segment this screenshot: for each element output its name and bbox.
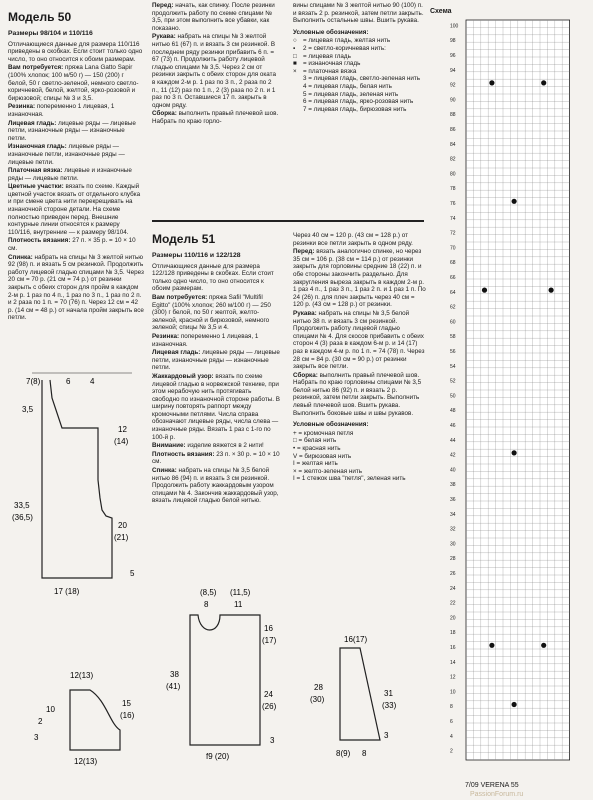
d51s-top: 16(17) <box>344 635 368 644</box>
scheme-title: Схема <box>430 8 452 15</box>
d50-left-1: 3,5 <box>22 405 34 414</box>
legend51-item: □ = белая нить <box>293 437 337 445</box>
chart-row-label: 6 <box>450 719 453 725</box>
d50-right-4: (21) <box>114 533 129 542</box>
chart-motif <box>549 288 554 293</box>
chart-row-label: 54 <box>450 363 456 370</box>
chart-motif <box>489 643 494 648</box>
model51-stockinette: Лицевая гладь: лицевые ряды — лицевые петли, изнаночные ряды — изнаночные петли. <box>152 349 280 372</box>
model51-front: Перед: вязать аналогично спинке, но через 35 см = 106 р. (38 см = 114 р.) от резинки закрыть для горловины средние 18 (22) п. и обе стороны закончить раздельно. Для закругления выреза закрыть в каждом 2-м р. 1 раз 4 п., 1 раз 3 п., 1 раз 2 п. и 1 раз 1 п. По 24 (26) п. для плеч закрыть через 40 см = 120 р. (43 см = 128 р.) от резинки. <box>293 248 426 309</box>
model51-title: Модель 51 <box>152 232 216 246</box>
model50-continued-2 <box>293 2 426 113</box>
chart-row-label: 20 <box>450 615 456 622</box>
model51-sizes: Размеры 110/116 и 122/128 <box>152 252 241 259</box>
model50-color: Цветные участки: вязать по схеме. Каждый цветной участок вязать от отдельного клубка и при смене цвета нити перекрещивать на изнаночной стороне детали. На схеме полностью приведен перед. Внешние контурные линии относятся к размеру 110/116, внутренние — к размеру 98/104. <box>8 183 141 236</box>
d50-top-1: 7(8) <box>26 377 41 386</box>
chart-row-label: 30 <box>450 541 456 548</box>
d50-top-2: 6 <box>66 377 71 386</box>
legend-symbol: ▪ <box>293 44 296 52</box>
legend50-item <box>293 37 426 45</box>
d51s-bottom-2: 8 <box>362 749 367 758</box>
legend51-item: I = желтая нить <box>293 460 338 468</box>
d50-top-3: 4 <box>90 377 95 386</box>
d51-top2-1: 8 <box>204 600 209 609</box>
d50s-right-1: 15 <box>122 699 131 708</box>
model51-sleeves: Рукава: набрать на спицы № 3,5 белой нитью 38 п. и вязать 3 см резинкой. Продолжить работу лицевой гладью спицами № 4. Для скосов прибавить с обеих сторон 4 (3) раза в каждом 6-м р. и 14 (17) раз в каждом 4-м р. по 1 п. = 74 (78) п. Через 28 см = 84 р. (30 см = 90 р.) от резинки закрыть все петли. <box>293 309 425 371</box>
model50-materials: Вам потребуется: пряжа Lana Gatto Sapir (100% хлопок; 100 м/50 г) — 150 (200) г белой, 50 г светло-зеленой, немного светло-коричневой, белой, желтой, ярко-розовой и бирюзовой; спицы № 3 и 3,5. <box>8 64 139 102</box>
model50-title: Модель 50 <box>8 10 72 24</box>
d50s-bottom: 12(13) <box>74 757 98 766</box>
d51s-right-1: 31 <box>384 689 393 698</box>
legend-text: 2 = светло-коричневая нить: <box>303 44 386 52</box>
chart-row-label: 74 <box>450 215 456 222</box>
chart-row-label: 70 <box>450 245 456 252</box>
chart-row-label: 18 <box>450 630 456 637</box>
model50-density: Плотность вязания: 27 п. × 35 р. = 10 × 10 см. <box>8 237 136 253</box>
page-footer: 7/09 VERENA 55 <box>465 782 519 789</box>
chart-row-label: 72 <box>450 230 456 237</box>
chart-row-label: 4 <box>450 733 453 740</box>
chart-row-label: 32 <box>450 526 456 533</box>
d51-right-4: (26) <box>262 702 277 711</box>
model51-sleeve-diagram <box>300 630 440 770</box>
legend-symbol: × <box>293 67 297 75</box>
chart-row-label: 52 <box>450 378 456 385</box>
d51-top-1: (8,5) <box>200 588 217 597</box>
model51-density: Плотность вязания: 23 п. × 30 р. = 10 × 10 см. <box>152 450 280 466</box>
legend50-item <box>293 60 426 68</box>
chart-row-label: 48 <box>450 408 456 415</box>
d50s-left-1: 10 <box>46 705 55 714</box>
chart-row-label: 88 <box>450 112 456 119</box>
d51-right-3: 24 <box>264 690 273 699</box>
chart-row-label: 28 <box>450 556 456 563</box>
d50-right-1: 12 <box>118 425 127 434</box>
legend51-item: V = бирюзовая нить <box>293 452 352 460</box>
legend51-item: I = 1 стежок швa "петля", зеленая нить <box>293 475 406 483</box>
chart-motif <box>482 288 487 293</box>
model50-sizes: Размеры 98/104 и 110/116 <box>8 30 93 37</box>
d51s-right-3: 3 <box>384 731 389 740</box>
legend-text: 5 = лицевая гладь, зеленая нить <box>303 90 399 98</box>
chart-row-label: 42 <box>450 452 456 459</box>
d50s-top: 12(13) <box>70 671 94 680</box>
legend51-item: + = кромочная петля <box>293 429 354 437</box>
d51s-right-2: (33) <box>382 701 397 710</box>
model50-assembly-end: вины спицами № 3 желтой нитью 90 (100) п. и вязать 2 р. резинкой, затем петли закрыть. Выполнить остальные швы. Вшить рукава. <box>293 2 424 25</box>
legend50-item <box>293 53 426 61</box>
legend50-item <box>293 106 426 114</box>
chart-motif <box>512 199 517 204</box>
chart-motif <box>489 80 494 85</box>
chart-row-label: 24 <box>450 585 456 592</box>
chart-row-label: 2 <box>450 748 453 755</box>
legend-text: = изнаночная гладь <box>303 60 361 68</box>
legend-text: 7 = лицевая гладь, бирюзовая нить <box>303 105 407 113</box>
d50s-left-3: 3 <box>34 733 39 742</box>
model50-sleeve-diagram <box>10 660 140 770</box>
legend-symbol: ○ <box>293 37 297 45</box>
legend50-item <box>293 98 426 106</box>
chart-row-label: 40 <box>450 467 456 474</box>
model51-legend-title: Условные обозначения: <box>293 421 369 429</box>
chart-row-label: 94 <box>450 67 456 74</box>
watermark: PassionForum.ru <box>470 791 524 798</box>
chart-row-label: 100 <box>450 23 459 30</box>
model50-front: Перед: начать, как спинку. После резинки продолжить работу по схеме спицами № 3,5, при этом выполнить все убавки, как показано. <box>152 2 275 32</box>
chart-row-label: 22 <box>450 600 456 607</box>
chart-row-label: 64 <box>450 289 456 296</box>
d50-right-5: 5 <box>130 569 135 578</box>
chart-row-label: 50 <box>450 393 456 400</box>
model50-continued <box>152 2 280 127</box>
d51-left-2: (41) <box>166 682 181 691</box>
chart-motif <box>541 643 546 648</box>
chart-row-label: 84 <box>450 141 456 148</box>
d51-top2-2: 11 <box>234 600 243 609</box>
model50-sleeves: Рукава: набрать на спицы № 3 желтой нитью 61 (67) п. и вязать 3 см резинкой. В последнем ряду резинки прибавить 6 п. = 67 (73) п. Продолжить работу лицевой гладью спицами № 3,5. Через 2 см от резинки закрыть с обеих сторон для оката в каждом 2-м р. 1 раз по 3 п., 2 раза по 2 п., 11 (12) раз по 1 п., 2 (3) раза по 2 п. и 1 раз по 3 п. Оставшиеся 17 п. закрыть в одном ряду. <box>152 33 276 109</box>
model50-assembly: Сборка: выполнить правый плечевой шов. Набрать по краю горло- <box>152 110 279 125</box>
legend51-item: × = желто-зеленая нить <box>293 467 363 475</box>
d51-left-1: 38 <box>170 670 179 679</box>
chart-motif <box>512 702 517 707</box>
chart-row-label: 44 <box>450 437 456 444</box>
legend-text: 4 = лицевая гладь, белая нить <box>303 82 392 90</box>
chart-row-label: 12 <box>450 674 456 681</box>
model50-legend-title: Условные обозначения: <box>293 28 369 36</box>
d51s-left-1: 28 <box>314 683 323 692</box>
d51-top-2: (11,5) <box>230 588 251 597</box>
d50-bottom: 17 (18) <box>54 587 80 596</box>
d51-right-2: (17) <box>262 636 277 645</box>
model51-legend <box>293 430 426 483</box>
chart-row-label: 98 <box>450 38 456 45</box>
model51-note: Внимание: изделие вяжется в 2 нити! <box>152 442 264 450</box>
chart-row-label: 36 <box>450 497 456 503</box>
d51s-bottom-1: 8(9) <box>336 749 351 758</box>
model50-garter: Платочная вязка: лицевые и изнаночные ряды — лицевые петли. <box>8 167 132 182</box>
chart-row-label: 60 <box>450 319 456 326</box>
model51-jacquard: Жаккардовый узор: вязать по схеме лицевой гладью в норвежской технике, при этом нерабочую нить протягивать свободно по изнаночной стороне работы. В ширину повторять раппорт между кромочными петлями. Числа справа обозначают лицевые ряды, числа слева — изнаночные ряды. Вязать 1 раз с 1-го по 100-й р. <box>152 372 280 441</box>
chart-row-label: 10 <box>450 689 456 696</box>
d51-right-5: 3 <box>270 736 275 745</box>
chart-row-label: 56 <box>450 349 456 355</box>
legend-text: = лицевая гладь <box>303 52 351 60</box>
model50-body-diagram <box>2 368 142 608</box>
model51-materials: Вам потребуется: пряжа Safil "Multifil Egitto" (100% хлопок; 260 м/100 г) — 250 (300) г белой, по 50 г желтой, желто-зеленой, красной и бирюзовой, немного зеленой; спицы № 3,5 и 4. <box>152 293 271 332</box>
chart-row-label: 46 <box>450 423 456 429</box>
chart-row-label: 66 <box>450 275 456 281</box>
legend50-item <box>293 91 426 99</box>
model50-reverse: Изнаночная гладь: лицевые ряды — изнаночные петли, изнаночные ряды — лицевые петли. <box>8 143 125 166</box>
legend50-item <box>293 45 426 53</box>
legend50-item <box>293 83 426 91</box>
chart-row-label: 62 <box>450 304 456 311</box>
model50-text <box>8 10 144 323</box>
model51-body-diagram <box>150 585 285 765</box>
model51-back: Спинка: набрать на спицы № 3,5 белой нитью 86 (94) п. и вязать 3 см резинкой. Продолжить работу жаккардовым узором спицами № 4. Закончив жаккардовый узор, вязать лицевой гладью белой нитью. <box>152 467 279 505</box>
legend-text: = лицевая гладь, желтая нить <box>303 37 391 45</box>
chart-row-label: 38 <box>450 482 456 489</box>
chart-motif <box>512 450 517 455</box>
d50s-right-2: (16) <box>120 711 135 720</box>
legend-symbol: □ <box>293 52 297 60</box>
model51-assembly: Сборка: выполнить правый плечевой шов. Набрать по краю горловины спицами № 3,5 белой нитью 86 (92) п. и вязать 2 р. резинкой, затем петли закрыть. Выполнить левый плечевой шов. Вшить рукава. Выполнить боковые швы и швы рукавов. <box>293 371 422 417</box>
d50s-left-2: 2 <box>38 717 43 726</box>
d50-left-3: (36,5) <box>12 513 33 522</box>
chart-row-label: 96 <box>450 53 456 59</box>
chart-row-label: 8 <box>450 704 453 711</box>
legend-text: 3 = лицевая гладь, светло-зеленая нить <box>303 75 421 83</box>
chart-row-label: 86 <box>450 127 456 133</box>
legend-text: 6 = лицевая гладь, ярко-розовая нить <box>303 98 414 106</box>
chart-row-label: 90 <box>450 97 456 104</box>
model51-back-end: Через 40 см = 120 р. (43 см = 128 р.) от резинки все петли закрыть в одном ряду. <box>293 232 413 247</box>
chart-row-label: 80 <box>450 171 456 178</box>
knitting-chart <box>448 18 588 778</box>
d51-right-1: 16 <box>264 624 273 633</box>
chart-row-label: 14 <box>450 659 456 666</box>
legend-symbol: ■ <box>293 60 297 68</box>
model51-continued <box>293 232 426 483</box>
model50-intro: Отличающиеся данные для размера 110/116 приведены в скобках. Если стоит только одно число, то оно относится к обоим размерам. <box>8 40 143 63</box>
chart-row-label: 16 <box>450 645 456 651</box>
d51s-left-2: (30) <box>310 695 325 704</box>
chart-motif <box>541 80 546 85</box>
d51-bottom: f9 (20) <box>206 752 230 761</box>
model51-intro: Отличающиеся данные для размера 122/128 приведены в скобках. Если стоит только одно число, то оно относится к обоим размерам. <box>152 262 274 293</box>
chart-row-label: 78 <box>450 186 456 193</box>
d50-left-2: 33,5 <box>14 501 30 510</box>
chart-row-label: 58 <box>450 334 456 341</box>
legend50-item <box>293 75 426 83</box>
d50-right-2: (14) <box>114 437 129 446</box>
chart-row-label: 92 <box>450 82 456 89</box>
model50-back: Спинка: набрать на спицы № 3 желтой нитью 92 (98) п. и вязать 5 см резинкой. Продолжить работу лицевой гладью спицами № 3,5. Через 20 см = 70 р. (21 см = 74 р.) от резинки закрыть с обеих сторон для пройм в каждом 2-м р. 1 раз по 4 п., 1 раз по 3 п., 1 раз по 2 п. и 2 раза по 1 п. = 70 (76) п. Через 12 см = 42 р. (14 см = 48 р.) от начала пройм закрыть все петли. <box>8 253 144 322</box>
legend-text: = платочная вязка <box>303 67 357 75</box>
section-divider <box>152 220 424 222</box>
chart-row-label: 82 <box>450 156 456 163</box>
model50-legend <box>293 37 426 113</box>
d50-right-3: 20 <box>118 521 127 530</box>
legend50-item <box>293 68 426 76</box>
model51-text <box>152 232 280 506</box>
model50-rib: Резинка: попеременно 1 лицевая, 1 изнаночная. <box>8 103 115 118</box>
legend51-item: • = красная нить <box>293 445 341 453</box>
chart-row-label: 34 <box>450 511 456 518</box>
model51-rib: Резинка: попеременно 1 лицевая, 1 изнаночная. <box>152 332 259 348</box>
chart-row-label: 68 <box>450 260 456 267</box>
chart-row-label: 76 <box>450 201 456 207</box>
model50-stockinette: Лицевая гладь: лицевые ряды — лицевые петли, изнаночные ряды — изнаночные петли. <box>8 119 136 142</box>
chart-row-label: 26 <box>450 571 456 577</box>
